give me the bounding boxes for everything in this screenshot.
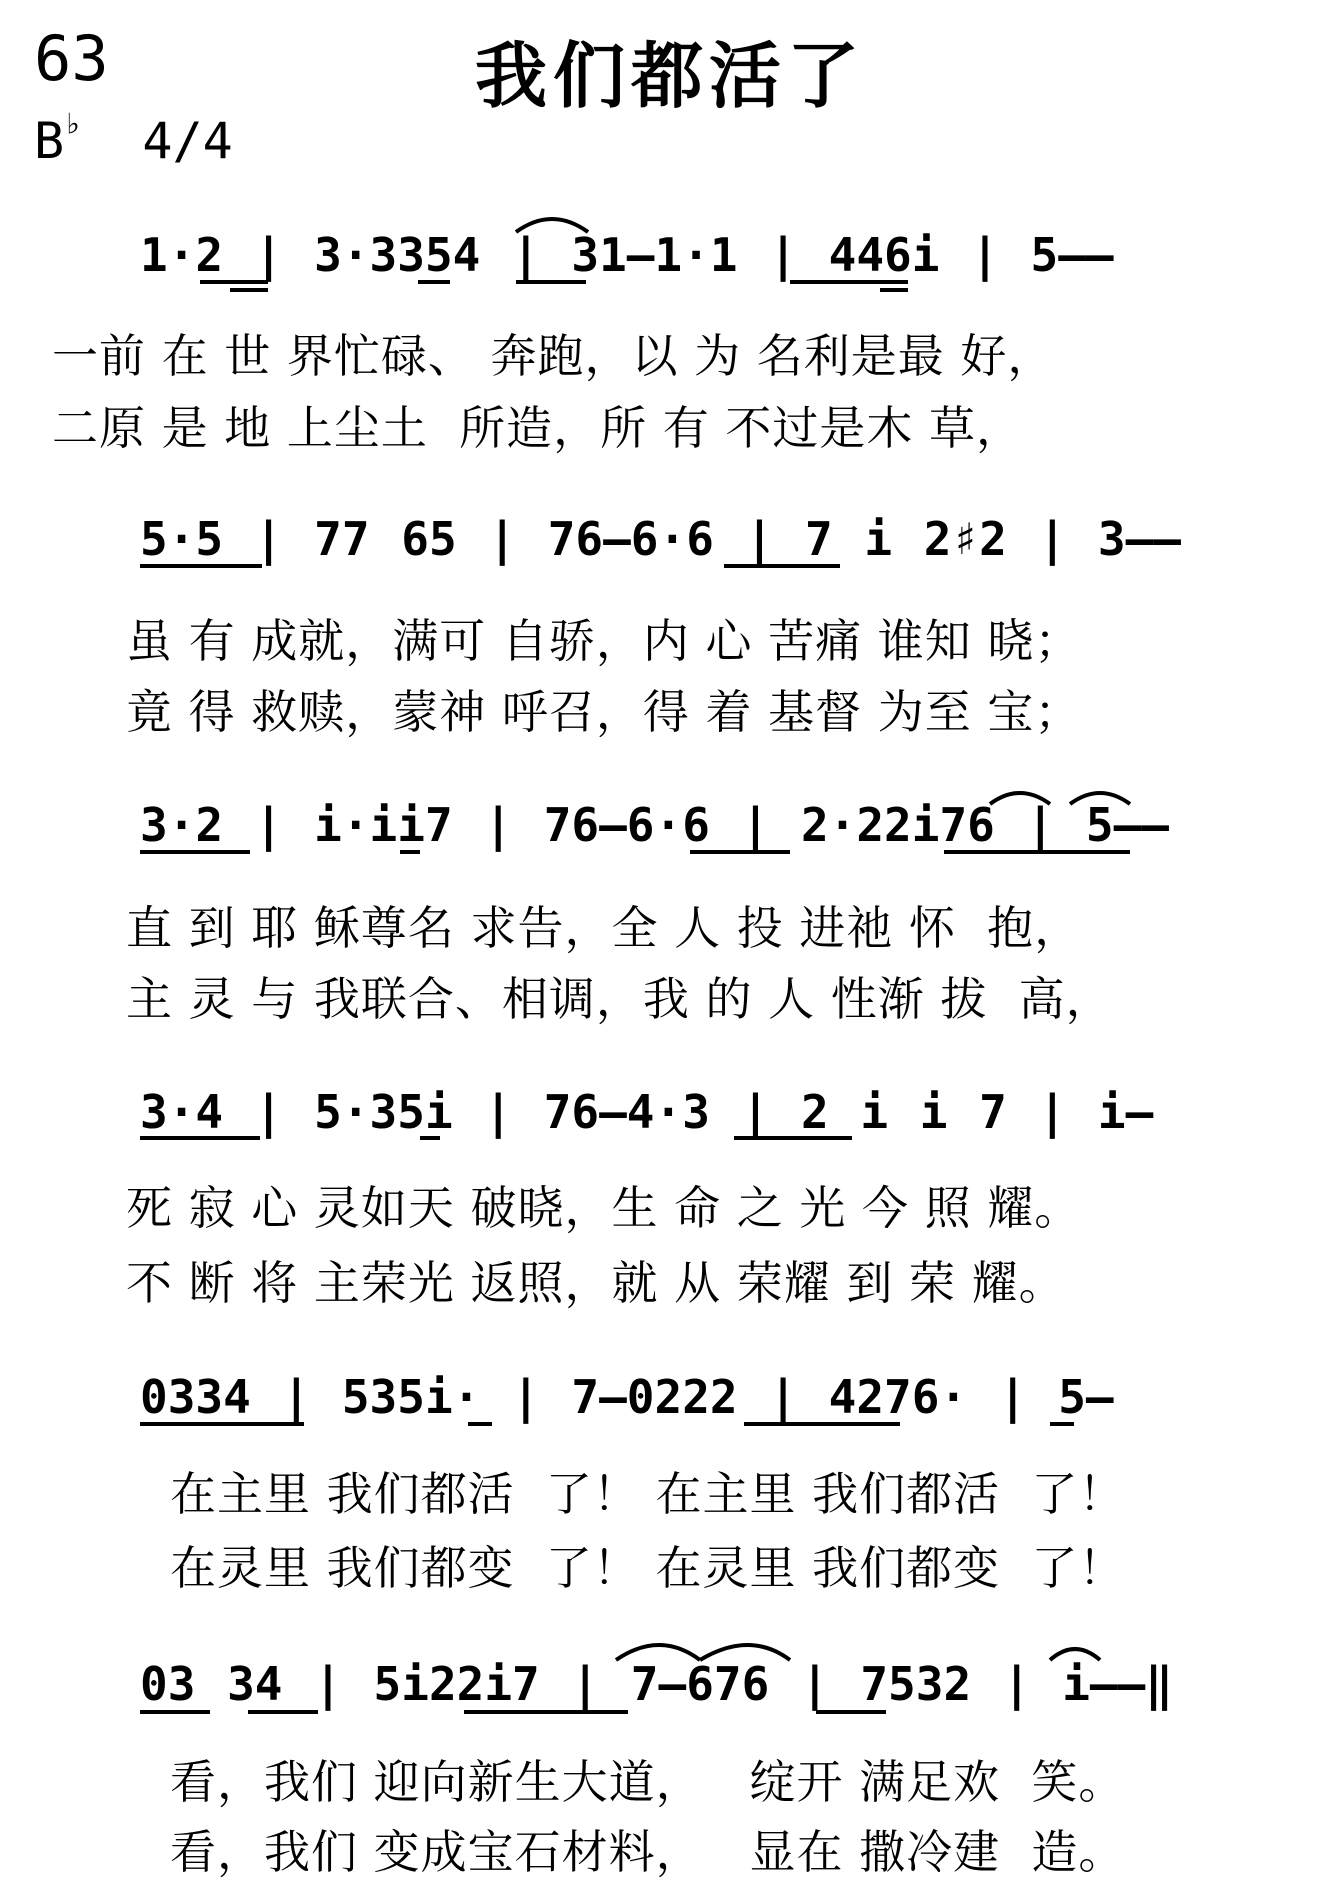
lyric-line-1-verse-2: 二原 是 地 上尘土 所造，所 有 不过是木 草， xyxy=(52,401,1023,455)
lyric-line-2-verse-1: 虽 有 成就，满可 自骄，内 心 苦痛 谁知 晓； xyxy=(126,614,1082,668)
flat-sign: ♭ xyxy=(64,107,83,142)
time-signature: 4/4 xyxy=(142,112,233,170)
notation-line-1: 1·2 | 3·3354 | 31–1·1 | 446i | 5–– xyxy=(140,228,1114,282)
slur-arc xyxy=(1070,793,1130,804)
lyric-line-1-verse-1: 一前 在 世 界忙碌、 奔跑，以 为 名利是最 好， xyxy=(52,329,1055,383)
notation-line-6: 03 34 | 5i22i7 | 7–676 | 7532 | i––‖ xyxy=(140,1657,1173,1711)
key-letter: B xyxy=(34,112,65,170)
hymn-title: 我们都活了 xyxy=(474,33,865,118)
slur-arc xyxy=(990,793,1050,804)
lyric-line-4-verse-1: 死 寂 心 灵如天 破晓，生 命 之 光 今 照 耀。 xyxy=(126,1181,1082,1235)
lyric-line-3-verse-2: 主 灵 与 我联合、相调，我 的 人 性渐 拔 高， xyxy=(126,972,1113,1026)
slur-arc xyxy=(616,1645,700,1660)
notation-line-5: 0334 | 535i· | 7–0222 | 4276· | 5– xyxy=(140,1370,1114,1424)
lyric-line-6-verse-1: 看，我们 迎向新生大道， 绽开 满足欢 笑。 xyxy=(170,1755,1126,1809)
slur-arc xyxy=(1050,1649,1100,1660)
slur-arc xyxy=(516,219,588,232)
notation-line-2: 5·5 | 77 65 | 76–6·6 | 7 i 2♯2 | 3–– xyxy=(140,512,1181,566)
lyric-line-5-verse-2: 在灵里 我们都变 了！ 在灵里 我们都变 了！ xyxy=(170,1541,1126,1595)
lyric-line-6-verse-2: 看，我们 变成宝石材料， 显在 撒冷建 造。 xyxy=(170,1825,1126,1879)
notation-line-4: 3·4 | 5·35i | 76–4·3 | 2 i i 7 | i– xyxy=(140,1085,1154,1139)
hymn-number: 63 xyxy=(34,22,109,95)
notation-line-3: 3·2 | i·ii7 | 76–6·6 | 2·22i76 | 5–– xyxy=(140,798,1169,852)
lyric-line-4-verse-2: 不 断 将 主荣光 返照，就 从 荣耀 到 荣 耀。 xyxy=(126,1256,1066,1310)
lyric-line-5-verse-1: 在主里 我们都活 了！ 在主里 我们都活 了！ xyxy=(170,1467,1126,1521)
slur-arc xyxy=(700,1645,790,1660)
lyric-line-3-verse-1: 直 到 耶 稣尊名 求告，全 人 投 进祂 怀 抱， xyxy=(126,901,1082,955)
lyric-line-2-verse-2: 竟 得 救赎，蒙神 呼召，得 着 基督 为至 宝； xyxy=(126,685,1082,739)
